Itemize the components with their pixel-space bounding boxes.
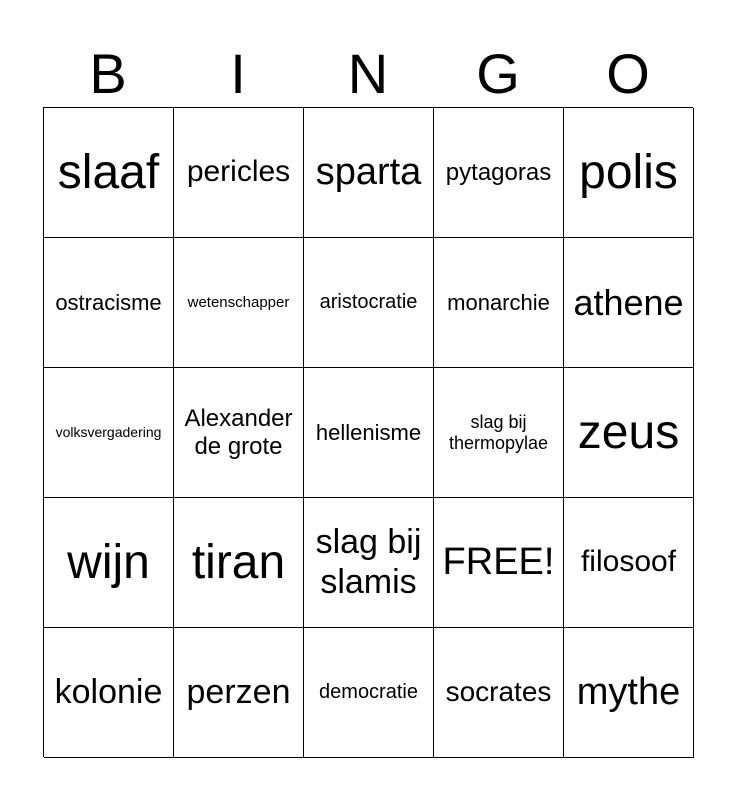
cell-text: aristocratie: [319, 291, 418, 313]
bingo-cell: [44, 498, 174, 628]
bingo-cell: [564, 238, 694, 368]
bingo-cell: [304, 108, 434, 238]
cell-text: slag bij slamis: [315, 523, 422, 601]
cell-text: sparta: [315, 150, 422, 193]
cell-text: democratie: [319, 681, 418, 703]
cell-text: perzen: [186, 672, 291, 711]
bingo-cell: [564, 498, 694, 628]
cell-text: wetenschapper: [187, 293, 290, 311]
bingo-cell: [174, 368, 304, 498]
bingo-cell: [434, 628, 564, 758]
bingo-cell: [564, 108, 694, 238]
cell-text: kolonie: [54, 672, 163, 711]
cell-text: slag bij thermopylae: [448, 411, 549, 453]
bingo-cell: [434, 108, 564, 238]
bingo-cell: [304, 368, 434, 498]
cell-text: ostracisme: [55, 289, 162, 315]
cell-text: wijn: [67, 535, 150, 589]
cell-text: tiran: [191, 535, 286, 589]
bingo-cell: [44, 368, 174, 498]
bingo-cell: [564, 628, 694, 758]
header-letter-o: O: [606, 42, 650, 105]
bingo-cell: [304, 238, 434, 368]
bingo-cell: [174, 628, 304, 758]
header-letter-b: B: [89, 42, 127, 105]
cell-text: slaaf: [57, 145, 160, 199]
cell-text: pericles: [186, 155, 291, 189]
cell-text: filosoof: [580, 545, 677, 579]
bingo-cell: [174, 238, 304, 368]
bingo-cell: [304, 628, 434, 758]
bingo-cell: [434, 238, 564, 368]
header-letter-g: G: [476, 42, 520, 105]
bingo-cell free-space: [434, 498, 564, 628]
bingo-grid: [43, 107, 693, 757]
cell-text: pytagoras: [445, 158, 552, 186]
header-letter-i: I: [230, 42, 246, 105]
cell-text: Alexander de grote: [184, 404, 293, 460]
bingo-cell: [434, 368, 564, 498]
cell-text: monarchie: [447, 289, 550, 315]
cell-text: zeus: [577, 405, 680, 459]
cell-text: mythe: [576, 670, 681, 713]
bingo-cell: [44, 108, 174, 238]
free-space-label: FREE!: [442, 540, 555, 583]
cell-text: socrates: [445, 676, 552, 708]
bingo-cell: [564, 368, 694, 498]
bingo-cell: [304, 498, 434, 628]
cell-text: volksvergadering: [55, 424, 162, 441]
cell-text: polis: [579, 145, 678, 199]
bingo-cell: [44, 238, 174, 368]
bingo-cell: [44, 628, 174, 758]
bingo-header: [43, 42, 693, 106]
cell-text: hellenisme: [315, 419, 422, 445]
header-letter-n: N: [347, 42, 389, 105]
bingo-cell: [174, 498, 304, 628]
bingo-cell: [174, 108, 304, 238]
cell-text: athene: [573, 281, 684, 323]
